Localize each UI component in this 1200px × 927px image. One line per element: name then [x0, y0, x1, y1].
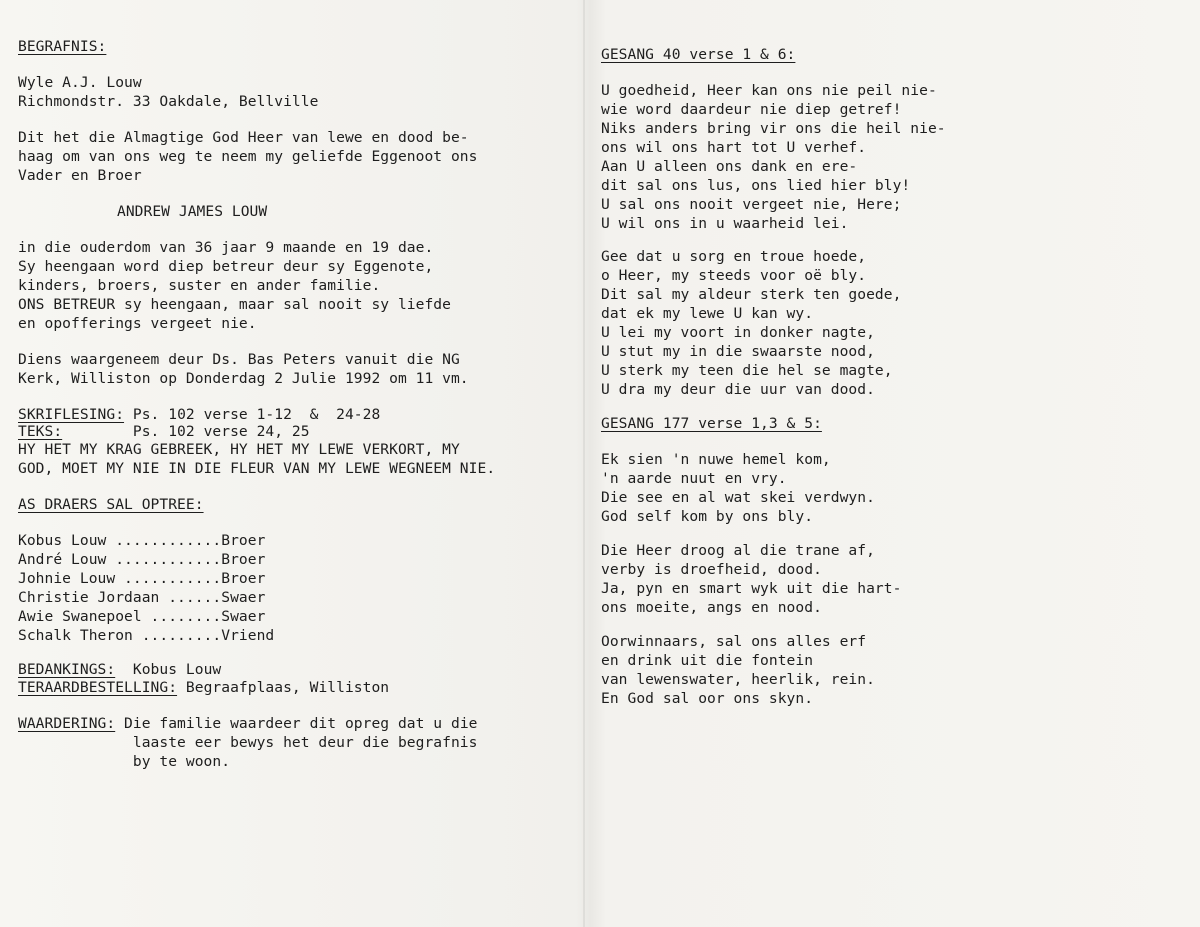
text-quote-line: HY HET MY KRAG GEBREEK, HY HET MY LEWE VERKORT, MY — [18, 441, 460, 458]
hymn-line: van lewenswater, heerlik, rein. — [601, 671, 875, 688]
deceased-line: Wyle A.J. Louw — [18, 74, 142, 91]
hymn-line: Die see en al wat skei verdwyn. — [601, 489, 875, 506]
burial-value: Begraafplaas, Williston — [177, 679, 390, 696]
hymn-line: U sterk my teen die hel se magte, — [601, 362, 893, 379]
hymn-line: U dra my deur die uur van dood. — [601, 381, 875, 398]
hymn-line: Dit sal my aldeur sterk ten goede, — [601, 286, 902, 303]
appreciation-label: WAARDERING: — [18, 715, 116, 732]
details-line: Sy heengaan word diep betreur deur sy Eggenote, — [18, 258, 434, 275]
address-line: Richmondstr. 33 Oakdale, Bellville — [18, 93, 319, 110]
pallbearers-title: AS DRAERS SAL OPTREE: — [18, 496, 204, 513]
hymn-line: Ja, pyn en smart wyk uit die hart- — [601, 580, 902, 597]
details-line: ONS BETREUR sy heengaan, maar sal nooit sy liefde — [18, 296, 451, 313]
hymn-line: U wil ons in u waarheid lei. — [601, 215, 849, 232]
appreciation-line: laaste eer bewys het deur die begrafnis — [18, 734, 478, 751]
service-line: Diens waargeneem deur Ds. Bas Peters vanuit die NG — [18, 351, 460, 368]
pallbearer-item: Christie Jordaan ......Swaer — [18, 589, 266, 606]
appreciation-line: Die familie waardeer dit opreg dat u die — [115, 715, 478, 732]
hymn-line: U stut my in die swaarste nood, — [601, 343, 875, 360]
hymn-line: Die Heer droog al die trane af, — [601, 542, 875, 559]
hymn-line: Ek sien 'n nuwe hemel kom, — [601, 451, 831, 468]
appreciation-row — [18, 714, 478, 733]
hymn-line: En God sal oor ons skyn. — [601, 690, 814, 707]
service-line: Kerk, Williston op Donderdag 2 Julie 1992 om 11 vm. — [18, 370, 469, 387]
hymn-line: U goedheid, Heer kan ons nie peil nie- — [601, 82, 937, 99]
text-label: TEKS: — [18, 423, 63, 440]
hymn-line: wie word daardeur nie diep getref! — [601, 101, 902, 118]
hymn-line: verby is droefheid, dood. — [601, 561, 822, 578]
funeral-title: BEGRAFNIS: — [18, 38, 107, 55]
pallbearer-item: Schalk Theron .........Vriend — [18, 627, 275, 644]
page-fold — [583, 0, 585, 927]
hymn-line: ons moeite, angs en nood. — [601, 599, 822, 616]
announcement-line: Dit het die Almagtige God Heer van lewe en dood be- — [18, 129, 469, 146]
pallbearer-item: Johnie Louw ...........Broer — [18, 570, 266, 587]
burial-label: TERAARDBESTELLING: — [18, 679, 178, 696]
hymn-line: ons wil ons hart tot U verhef. — [601, 139, 867, 156]
hymn-line: U sal ons nooit vergeet nie, Here; — [601, 196, 902, 213]
pallbearer-item: Awie Swanepoel ........Swaer — [18, 608, 266, 625]
thanks-value: Kobus Louw — [115, 661, 222, 678]
thanks-label: BEDANKINGS: — [18, 661, 116, 678]
scripture-label: SKRIFLESING: — [18, 406, 125, 423]
hymn-line: en drink uit die fontein — [601, 652, 814, 669]
text-row — [18, 422, 310, 441]
hymn-line: U lei my voort in donker nagte, — [601, 324, 875, 341]
pallbearer-item: André Louw ............Broer — [18, 551, 266, 568]
hymn-line: Aan U alleen ons dank en ere- — [601, 158, 858, 175]
hymn-line: dat ek my lewe U kan wy. — [601, 305, 814, 322]
hymn2-title: GESANG 177 verse 1,3 & 5: — [601, 415, 822, 432]
hymn-line: Niks anders bring vir ons die heil nie- — [601, 120, 946, 137]
hymn-line: dit sal ons lus, ons lied hier bly! — [601, 177, 911, 194]
burial-row — [18, 678, 389, 697]
details-line: en opofferings vergeet nie. — [18, 315, 257, 332]
hymn-line: o Heer, my steeds voor oë bly. — [601, 267, 867, 284]
hymn-line: God self kom by ons bly. — [601, 508, 814, 525]
deceased-full-name: ANDREW JAMES LOUW — [117, 203, 268, 220]
text-quote-line: GOD, MOET MY NIE IN DIE FLEUR VAN MY LEWE WEGNEEM NIE. — [18, 460, 496, 477]
hymn-line: Oorwinnaars, sal ons alles erf — [601, 633, 867, 650]
announcement-line: haag om van ons weg te neem my geliefde Eggenoot ons — [18, 148, 478, 165]
appreciation-line: by te woon. — [18, 753, 231, 770]
thanks-row — [18, 660, 221, 679]
details-line: in die ouderdom van 36 jaar 9 maande en 19 dae. — [18, 239, 434, 256]
scripture-value: Ps. 102 verse 1-12 & 24-28 — [124, 406, 381, 423]
hymn-line: 'n aarde nuut en vry. — [601, 470, 787, 487]
hymn1-title: GESANG 40 verse 1 & 6: — [601, 46, 796, 63]
text-value: Ps. 102 verse 24, 25 — [62, 423, 310, 440]
pallbearer-item: Kobus Louw ............Broer — [18, 532, 266, 549]
details-line: kinders, broers, suster en ander familie. — [18, 277, 381, 294]
hymn-line: Gee dat u sorg en troue hoede, — [601, 248, 867, 265]
announcement-line: Vader en Broer — [18, 167, 142, 184]
